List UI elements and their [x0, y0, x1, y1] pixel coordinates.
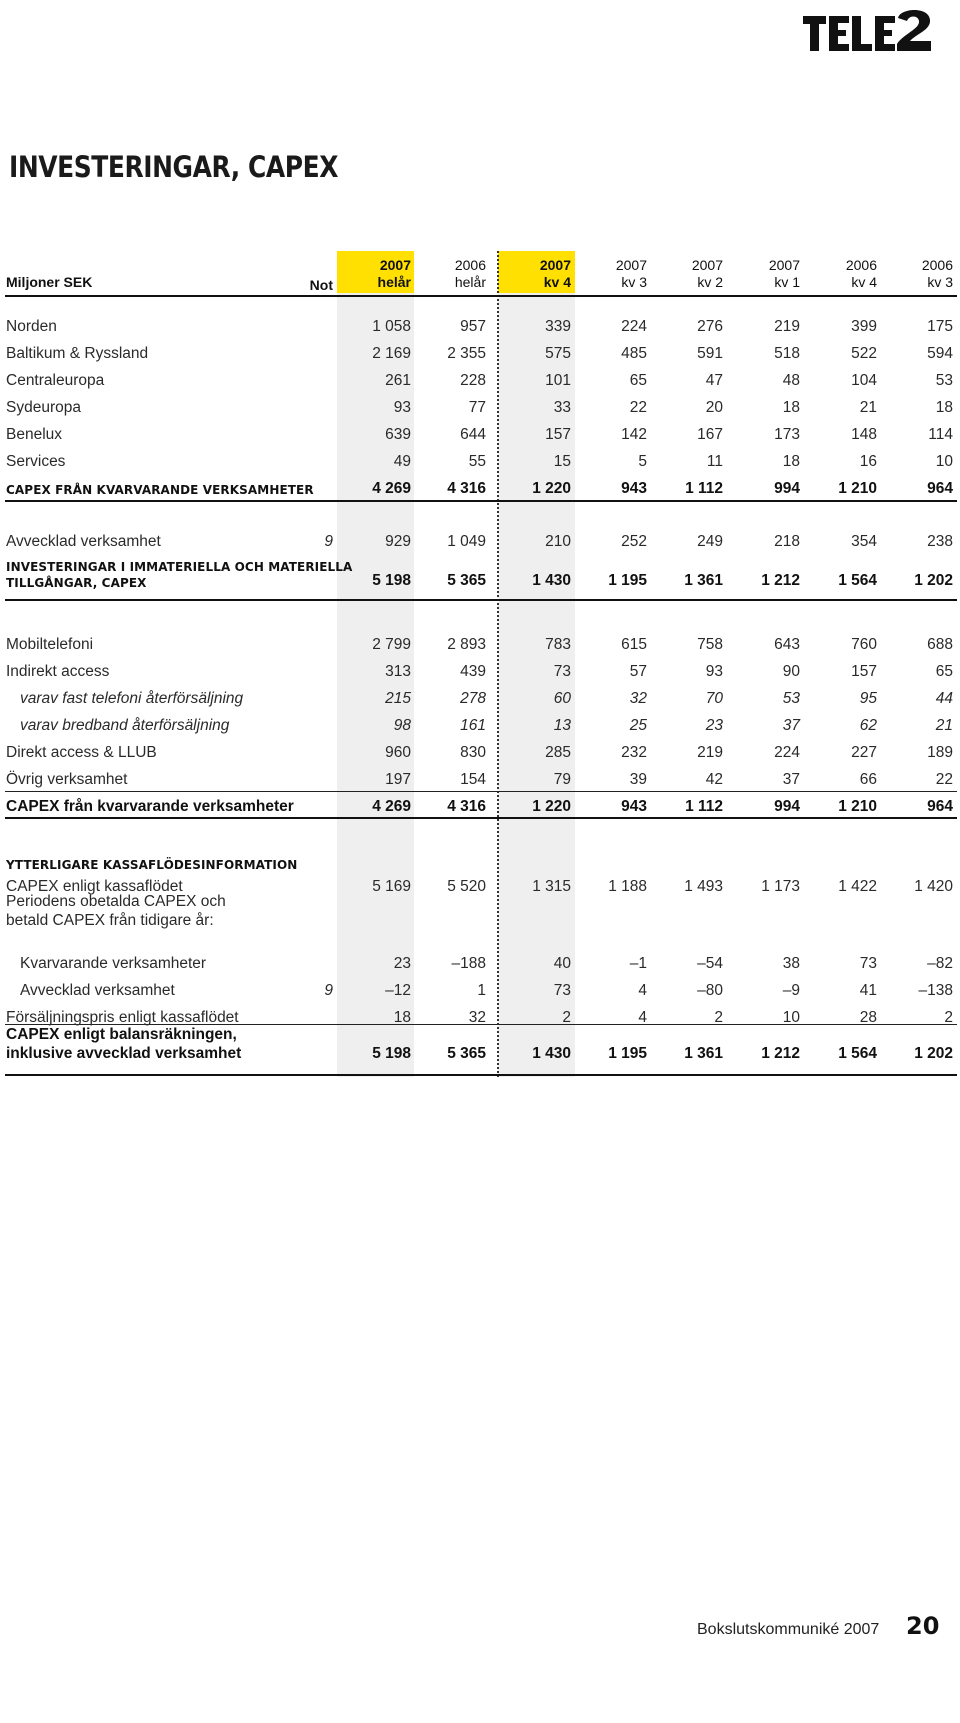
- row-value: 161: [460, 717, 486, 734]
- row-value: 1 112: [685, 798, 723, 815]
- row-value: 15: [553, 453, 571, 470]
- row-value: 18: [782, 399, 800, 416]
- row-label: Avvecklad verksamhet: [20, 982, 175, 999]
- row-value: 1 049: [447, 533, 486, 550]
- column-header-year: 2006: [454, 257, 486, 273]
- row-value: 95: [859, 690, 877, 707]
- row-value: 1 210: [838, 480, 877, 497]
- row-value: 10: [782, 1009, 800, 1026]
- column-header-period: kv 2: [697, 274, 723, 290]
- row-label: Centraleuropa: [6, 372, 105, 389]
- row-value: 615: [621, 636, 647, 653]
- row-rule: [5, 599, 957, 601]
- row-value: 93: [705, 663, 723, 680]
- row-value: 101: [545, 372, 571, 389]
- row-value: 53: [935, 372, 953, 389]
- row-value: 18: [935, 399, 953, 416]
- row-value: 37: [782, 771, 800, 788]
- row-value: 65: [935, 663, 953, 680]
- row-value: 49: [393, 453, 411, 470]
- row-label: Periodens obetalda CAPEX och: [6, 893, 226, 910]
- row-value: 5 198: [372, 572, 411, 589]
- row-value: 238: [927, 533, 953, 550]
- row-value: 28: [859, 1009, 877, 1026]
- row-value: 278: [460, 690, 486, 707]
- row-value: 639: [385, 426, 411, 443]
- row-value: 227: [851, 744, 877, 761]
- row-value: –138: [918, 982, 953, 999]
- row-value: 644: [460, 426, 486, 443]
- row-value: 55: [468, 453, 486, 470]
- column-header-year: 2007: [379, 257, 411, 273]
- row-value: 1 564: [838, 1045, 877, 1062]
- row-value: 439: [460, 663, 486, 680]
- row-value: 957: [460, 318, 486, 335]
- row-value: 175: [927, 318, 953, 335]
- row-value: 20: [705, 399, 723, 416]
- row-rule: [5, 791, 957, 792]
- row-value: 148: [851, 426, 877, 443]
- row-note: 9: [324, 533, 333, 550]
- row-value: 21: [935, 717, 953, 734]
- row-value: 1 212: [761, 572, 800, 589]
- row-value: 964: [927, 480, 953, 497]
- row-value: 4 316: [447, 798, 486, 815]
- row-value: 339: [545, 318, 571, 335]
- row-value: 215: [385, 690, 411, 707]
- row-value: 5 365: [447, 1045, 486, 1062]
- row-value: 25: [629, 717, 647, 734]
- row-value: 4: [638, 982, 647, 999]
- column-header-label: Miljoner SEK: [6, 274, 93, 290]
- row-label: CAPEX från kvarvarande verksamheter: [6, 798, 294, 815]
- row-value: –54: [697, 955, 723, 972]
- row-label: Benelux: [6, 426, 63, 443]
- row-value: 23: [393, 955, 411, 972]
- row-value: 4 316: [447, 480, 486, 497]
- column-header-year: 2007: [615, 257, 647, 273]
- row-value: 783: [545, 636, 571, 653]
- column-header-period: kv 3: [927, 274, 953, 290]
- row-value: 594: [927, 345, 953, 362]
- row-value: 60: [553, 690, 571, 707]
- row-value: 1 220: [532, 480, 571, 497]
- row-value: 70: [705, 690, 723, 707]
- row-value: 1 210: [838, 798, 877, 815]
- row-value: 42: [705, 771, 723, 788]
- row-value: 1 422: [838, 878, 877, 895]
- row-value: 5: [638, 453, 647, 470]
- row-value: 1 195: [608, 572, 647, 589]
- row-value: 1 430: [532, 572, 571, 589]
- row-value: 830: [460, 744, 486, 761]
- row-value: 173: [774, 426, 800, 443]
- row-value: 1 173: [761, 878, 800, 895]
- row-value: 73: [553, 982, 571, 999]
- row-value: 16: [859, 453, 877, 470]
- column-header-period: kv 4: [543, 274, 571, 290]
- row-value: 1 058: [372, 318, 411, 335]
- row-label-line2: inklusive avvecklad verksamhet: [6, 1045, 242, 1062]
- row-label: Sydeuropa: [6, 399, 81, 416]
- row-value: 224: [774, 744, 800, 761]
- row-value: 22: [629, 399, 647, 416]
- row-value: 23: [705, 717, 723, 734]
- row-label: Indirekt access: [6, 663, 110, 680]
- row-value: 1 493: [684, 878, 723, 895]
- row-label: CAPEX FRÅN KVARVARANDE VERKSAMHETER: [6, 483, 314, 497]
- row-value: 57: [629, 663, 647, 680]
- footer-label: Bokslutskommuniké 2007: [697, 1621, 880, 1638]
- row-value: 33: [553, 399, 571, 416]
- column-header-period: helår: [377, 274, 411, 290]
- row-label: Direkt access & LLUB: [6, 744, 157, 761]
- row-label: CAPEX enligt kassaflödet: [6, 878, 183, 895]
- row-value: –9: [782, 982, 800, 999]
- row-value: 11: [706, 453, 723, 470]
- row-value: 157: [545, 426, 571, 443]
- row-value: –12: [385, 982, 411, 999]
- column-header-period: helår: [454, 274, 486, 290]
- row-value: 1 220: [532, 798, 571, 815]
- row-value: 758: [697, 636, 723, 653]
- column-header-year: 2007: [539, 257, 571, 273]
- row-value: 2 799: [372, 636, 411, 653]
- column-header-year: 2007: [768, 257, 800, 273]
- row-value: 518: [774, 345, 800, 362]
- page-title: INVESTERINGAR, CAPEX: [9, 150, 339, 184]
- row-value: 65: [629, 372, 647, 389]
- column-header-period: kv 1: [774, 274, 800, 290]
- row-value: 219: [774, 318, 800, 335]
- row-label: Norden: [6, 318, 57, 335]
- row-value: 44: [935, 690, 953, 707]
- column-header-year: 2007: [691, 257, 723, 273]
- header-rule: [5, 295, 957, 297]
- row-value: 210: [545, 533, 571, 550]
- row-value: 252: [621, 533, 647, 550]
- row-label: Avvecklad verksamhet: [6, 533, 161, 550]
- row-value: –82: [927, 955, 953, 972]
- row-value: 1 202: [914, 1045, 953, 1062]
- row-rule: [5, 1074, 957, 1076]
- row-value: 943: [621, 798, 647, 815]
- quarter-divider: [497, 251, 499, 1077]
- row-label: CAPEX enligt balansräkningen,: [6, 1026, 237, 1043]
- row-value: 1 202: [914, 572, 953, 589]
- column-header-not: Not: [309, 277, 333, 293]
- row-value: 994: [774, 798, 800, 815]
- row-value: 2 893: [447, 636, 486, 653]
- row-value: 157: [851, 663, 877, 680]
- row-value: 73: [553, 663, 571, 680]
- row-value: 104: [851, 372, 877, 389]
- row-value: 1 315: [532, 878, 571, 895]
- row-label: Services: [6, 453, 66, 470]
- row-value: 39: [629, 771, 647, 788]
- row-value: 18: [393, 1009, 411, 1026]
- row-value: 5 365: [447, 572, 486, 589]
- row-value: 142: [621, 426, 647, 443]
- row-value: 1 212: [761, 1045, 800, 1062]
- row-value: 2: [714, 1009, 723, 1026]
- row-value: 1 564: [838, 572, 877, 589]
- row-value: 47: [705, 372, 723, 389]
- row-label: Mobiltelefoni: [6, 636, 94, 653]
- row-value: 53: [782, 690, 800, 707]
- row-value: 21: [859, 399, 877, 416]
- row-value: 1 420: [914, 878, 953, 895]
- row-value: 5 198: [372, 1045, 411, 1062]
- row-label: Kvarvarande verksamheter: [20, 955, 207, 972]
- row-value: 960: [385, 744, 411, 761]
- row-value: 760: [851, 636, 877, 653]
- row-label: YTTERLIGARE KASSAFLÖDESINFORMATION: [6, 858, 298, 872]
- row-value: 2 355: [447, 345, 486, 362]
- column-header-period: kv 3: [621, 274, 647, 290]
- row-value: 154: [460, 771, 486, 788]
- row-value: 1 195: [608, 1045, 647, 1062]
- row-value: 1 112: [685, 480, 723, 497]
- row-value: 943: [621, 480, 647, 497]
- row-value: 77: [468, 399, 486, 416]
- row-value: –80: [697, 982, 723, 999]
- row-value: 22: [935, 771, 953, 788]
- row-value: 197: [385, 771, 411, 788]
- row-value: 98: [393, 717, 411, 734]
- row-value: 90: [782, 663, 800, 680]
- row-value: 73: [859, 955, 877, 972]
- row-value: 228: [460, 372, 486, 389]
- row-value: 40: [553, 955, 571, 972]
- row-value: 643: [774, 636, 800, 653]
- row-value: 1 430: [532, 1045, 571, 1062]
- row-value: 18: [782, 453, 800, 470]
- row-value: 4 269: [372, 480, 411, 497]
- row-label: INVESTERINGAR I IMMATERIELLA OCH MATERIELLA: [6, 560, 353, 574]
- row-value: 575: [545, 345, 571, 362]
- row-value: 93: [393, 399, 411, 416]
- column-header-year: 2006: [845, 257, 877, 273]
- row-value: 13: [553, 717, 571, 734]
- row-value: 114: [928, 426, 953, 443]
- row-value: 313: [385, 663, 411, 680]
- row-value: 249: [697, 533, 723, 550]
- row-value: 224: [621, 318, 647, 335]
- row-value: 485: [621, 345, 647, 362]
- row-value: 2 169: [372, 345, 411, 362]
- row-value: 189: [927, 744, 953, 761]
- row-value: 37: [782, 717, 800, 734]
- row-value: 688: [927, 636, 953, 653]
- row-label: Övrig verksamhet: [6, 771, 128, 788]
- row-value: 994: [774, 480, 800, 497]
- row-value: 1 188: [608, 878, 647, 895]
- row-rule: [5, 817, 957, 819]
- row-value: 167: [697, 426, 723, 443]
- row-value: 929: [385, 533, 411, 550]
- row-value: 232: [621, 744, 647, 761]
- row-value: 2: [944, 1009, 953, 1026]
- row-rule: [5, 500, 957, 502]
- row-value: 285: [545, 744, 571, 761]
- row-value: 1 361: [684, 1045, 723, 1062]
- row-value: 276: [697, 318, 723, 335]
- row-value: 591: [697, 345, 723, 362]
- row-value: 4: [638, 1009, 647, 1026]
- row-label: Försäljningspris enligt kassaflödet: [6, 1009, 239, 1026]
- row-value: 964: [927, 798, 953, 815]
- row-value: 38: [782, 955, 800, 972]
- row-value: 48: [782, 372, 800, 389]
- row-note: 9: [324, 982, 333, 999]
- row-value: 62: [859, 717, 877, 734]
- row-label-line2: TILLGÅNGAR, CAPEX: [6, 576, 147, 590]
- row-value: 79: [553, 771, 571, 788]
- column-header-period: kv 4: [851, 274, 877, 290]
- row-value: 5 169: [372, 878, 411, 895]
- row-value: –1: [629, 955, 647, 972]
- row-value: 1: [477, 982, 486, 999]
- row-value: 32: [468, 1009, 486, 1026]
- row-value: –188: [451, 955, 486, 972]
- row-value: 2: [562, 1009, 571, 1026]
- row-value: 5 520: [447, 878, 486, 895]
- row-value: 10: [935, 453, 953, 470]
- row-value: 218: [774, 533, 800, 550]
- row-label: Baltikum & Ryssland: [6, 345, 149, 362]
- row-label: varav bredband återförsäljning: [20, 717, 230, 734]
- page-number: 20: [906, 1612, 940, 1640]
- row-value: 66: [859, 771, 877, 788]
- row-value: 261: [385, 372, 411, 389]
- row-value: 1 361: [684, 572, 723, 589]
- row-value: 354: [851, 533, 877, 550]
- row-value: 219: [697, 744, 723, 761]
- row-value: 4 269: [372, 798, 411, 815]
- row-value: 522: [851, 345, 877, 362]
- row-label: varav fast telefoni återförsäljning: [20, 690, 244, 707]
- row-label-line2: betald CAPEX från tidigare år:: [6, 912, 214, 929]
- row-value: 32: [629, 690, 647, 707]
- column-header-year: 2006: [921, 257, 953, 273]
- row-value: 399: [851, 318, 877, 335]
- row-value: 41: [859, 982, 877, 999]
